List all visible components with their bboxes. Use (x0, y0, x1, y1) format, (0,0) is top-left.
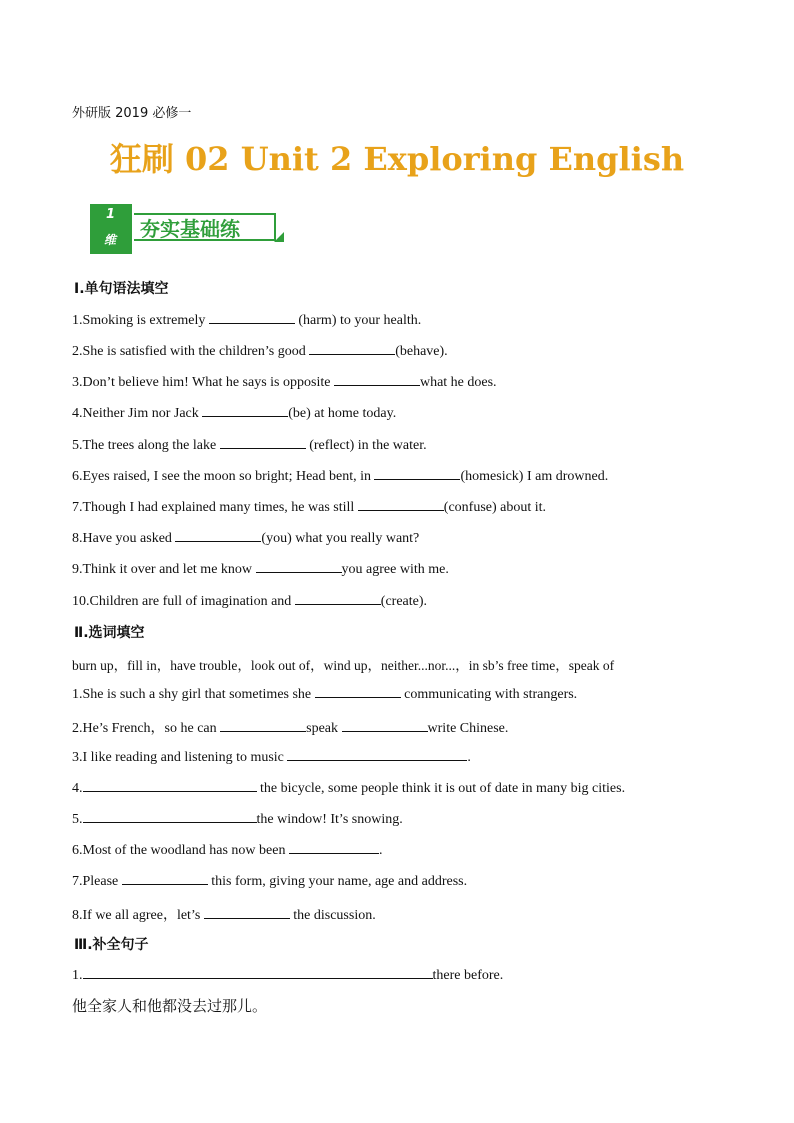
answer-blank[interactable] (309, 342, 395, 355)
line-text: the discussion. (289, 908, 376, 923)
answer-blank[interactable] (83, 779, 257, 792)
line-text: this form, giving your name, age and address. (207, 874, 468, 889)
answer-blank[interactable] (220, 719, 306, 732)
line-text: speak (306, 721, 342, 736)
line-text: . (467, 750, 471, 765)
answer-blank[interactable] (289, 841, 379, 854)
line-text: (homesick) I am drowned. (460, 469, 609, 484)
line-text: 4. (72, 781, 83, 796)
line-text: what he does. (419, 375, 497, 390)
exercise-line (72, 779, 625, 797)
exercise-line (72, 560, 449, 578)
line-text: 5.The trees along the lake (72, 438, 220, 453)
line-text: 8.Have you asked (72, 531, 176, 546)
line-text: 3.I like reading and listening to music (72, 750, 288, 765)
line-text: 6.Most of the woodland has now been (72, 843, 289, 858)
line-text: 7.Please (72, 874, 122, 889)
line-text: communicating with strangers. (400, 687, 578, 702)
line-text: 8.If we all agree，let’s (72, 908, 204, 923)
translation-text: 他全家人和他都没去过那儿。 (72, 997, 268, 1015)
exercise-line (72, 342, 448, 360)
answer-blank[interactable] (295, 592, 381, 605)
exercise-line (72, 498, 546, 516)
banner-number-box (90, 204, 132, 254)
answer-blank[interactable] (202, 404, 288, 417)
exercise-line (72, 717, 508, 737)
exercise-line (72, 436, 427, 454)
exercise-line (72, 685, 577, 703)
line-text: the bicycle, some people think it is out of date in many big cities. (256, 781, 626, 796)
answer-blank[interactable] (315, 685, 401, 698)
line-text: (harm) to your health. (294, 313, 422, 328)
line-text: 10.Children are full of imagination and (72, 594, 295, 609)
section3-heading: Ⅲ.补全句子 (74, 937, 149, 953)
answer-blank[interactable] (334, 373, 420, 386)
line-text: the window! It’s snowing. (256, 812, 403, 827)
line-text: 4.Neither Jim nor Jack (72, 406, 203, 421)
line-text: 2.She is satisfied with the children’s good (72, 344, 310, 359)
line-text: 2.He’s French，so he can (72, 721, 221, 736)
answer-blank[interactable] (358, 498, 444, 511)
answer-blank[interactable] (209, 311, 295, 324)
line-text: 1.Smoking is extremely (72, 313, 209, 328)
answer-blank[interactable] (83, 810, 257, 823)
answer-blank[interactable] (287, 748, 467, 761)
answer-blank[interactable] (256, 560, 342, 573)
line-text: 9.Think it over and let me know (72, 562, 256, 577)
exercise-line (72, 810, 403, 828)
page-title: 狂刷 02 Unit 2 Exploring English (109, 140, 685, 178)
section2-heading: Ⅱ.选词填空 (74, 625, 145, 641)
line-text: write Chinese. (427, 721, 509, 736)
line-text: 3.Don’t believe him! What he says is opposite (72, 375, 334, 390)
answer-blank[interactable] (220, 436, 306, 449)
line-text: there before. (432, 968, 504, 983)
answer-blank[interactable] (83, 966, 433, 979)
line-text: (you) what you really want? (261, 531, 420, 546)
line-text: (behave). (395, 344, 448, 359)
banner-corner-icon (274, 232, 284, 242)
answer-blank[interactable] (374, 467, 460, 480)
word-bank: burn up，fill in，have trouble，look out of，wind up，neither...nor...，in sb’s free time，speak of (72, 658, 615, 673)
exercise-line (72, 748, 471, 766)
exercise-line (72, 966, 503, 984)
exercise-line (72, 404, 396, 422)
line-text: (reflect) in the water. (305, 438, 427, 453)
exercise-line (72, 373, 497, 391)
answer-blank[interactable] (175, 529, 261, 542)
exercise-line (72, 904, 376, 924)
exercise-line (72, 311, 421, 329)
line-text: 6.Eyes raised, I see the moon so bright; Head bent, in (72, 469, 375, 484)
banner-number: 1 (106, 207, 116, 222)
exercise-line (72, 841, 382, 859)
section1-heading: Ⅰ.单句语法填空 (74, 281, 169, 297)
line-text: . (378, 843, 383, 858)
line-text: (be) at home today. (288, 406, 397, 421)
line-text: (create). (380, 594, 428, 609)
line-text: 5. (72, 812, 83, 827)
answer-blank[interactable] (204, 906, 290, 919)
answer-blank[interactable] (122, 872, 208, 885)
exercise-line (72, 529, 419, 547)
exercise-line (72, 592, 427, 610)
answer-blank[interactable] (342, 719, 428, 732)
section-banner (90, 204, 290, 254)
line-text: 1.She is such a shy girl that sometimes she (72, 687, 315, 702)
exercise-line (72, 872, 467, 890)
banner-label: 夯实基础练 (134, 213, 276, 241)
line-text: you agree with me. (341, 562, 449, 577)
edition-label: 外研版 2019 必修一 (72, 106, 192, 121)
line-text: 7.Though I had explained many times, he was still (72, 500, 358, 515)
banner-dimension: 维 (104, 233, 117, 247)
line-text: 1. (72, 968, 83, 983)
line-text: (confuse) about it. (443, 500, 547, 515)
exercise-line (72, 467, 608, 485)
